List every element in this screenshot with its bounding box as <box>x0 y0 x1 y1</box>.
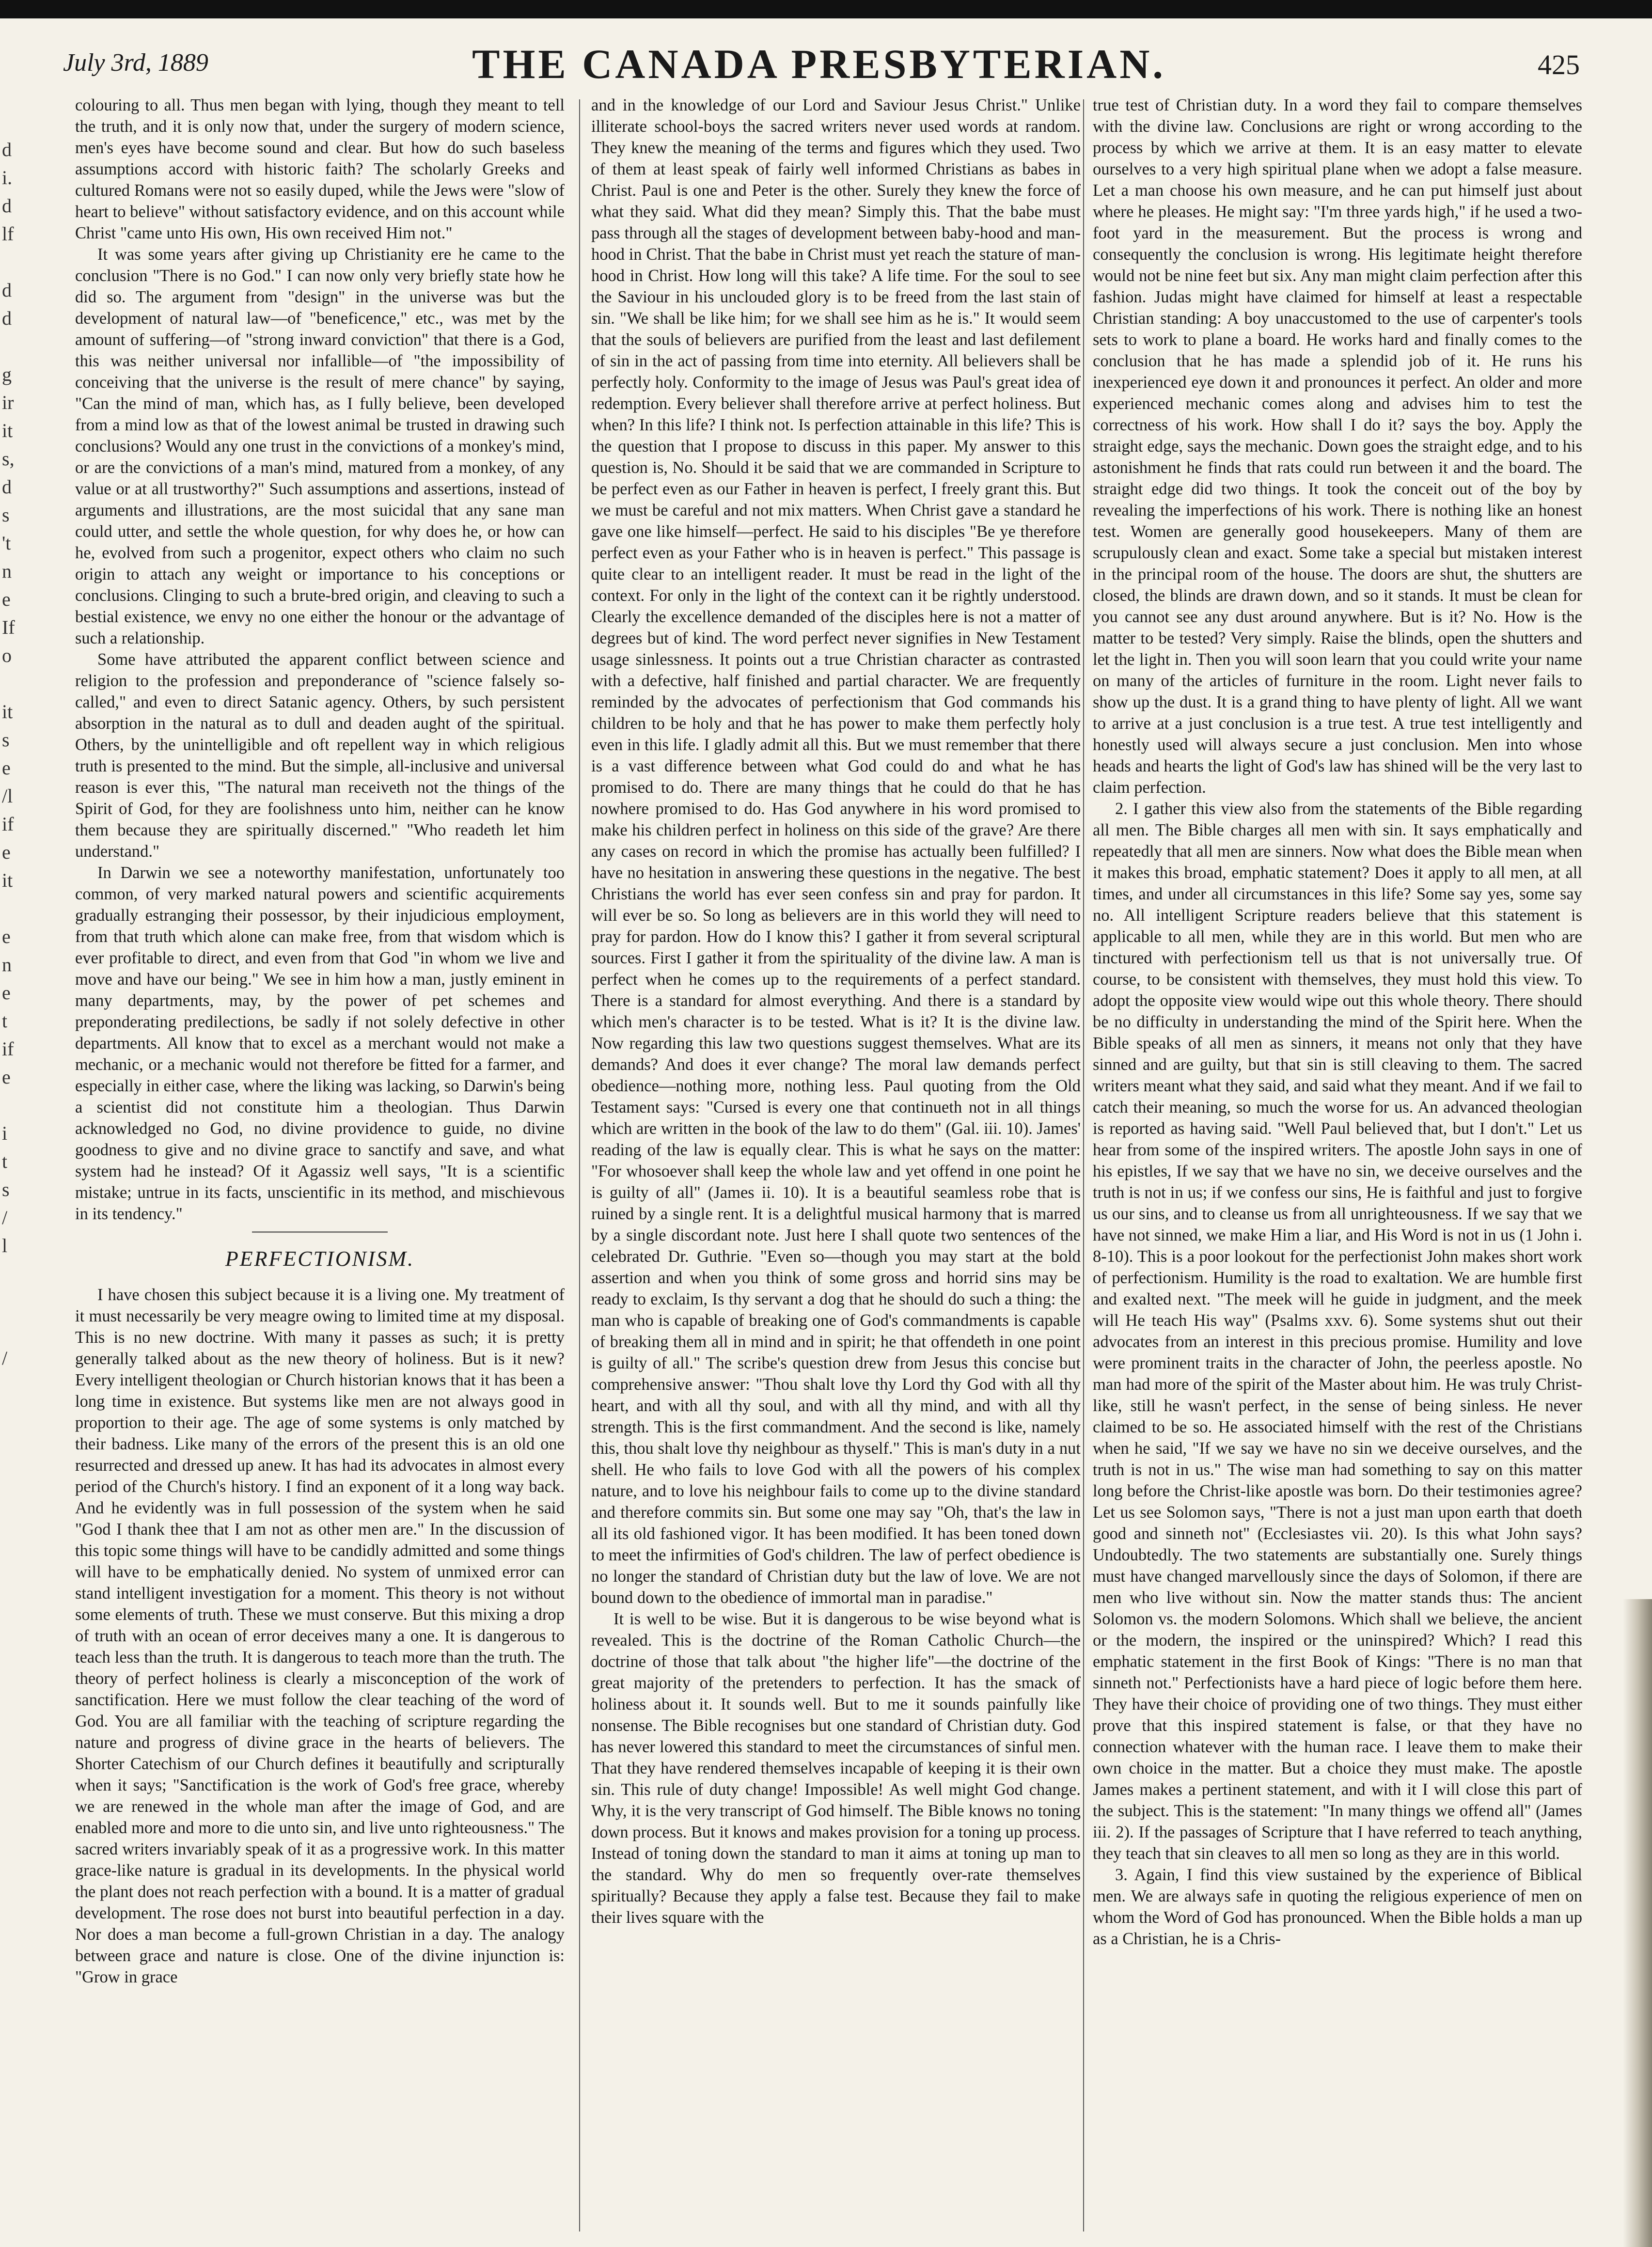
margin-fragment: e <box>2 841 11 863</box>
page-edge-shadow <box>1623 1599 1652 2247</box>
margin-fragment: 't <box>2 532 11 554</box>
margin-fragment <box>2 1260 36 1288</box>
column-rule <box>1083 99 1084 2231</box>
margin-fragment: If <box>2 616 15 638</box>
margin-fragment: s <box>2 729 10 751</box>
section-divider <box>252 1231 388 1235</box>
margin-fragment: if <box>2 1038 14 1060</box>
margin-fragment: ir <box>2 392 14 413</box>
column-3 <box>1093 94 1582 2236</box>
margin-fragment: g <box>2 363 12 385</box>
margin-fragment: s, <box>2 448 15 470</box>
margin-fragment: d <box>2 279 12 301</box>
margin-fragment: e <box>2 588 11 610</box>
paragraph: 2. I gather this view also from the statements of the Bible regarding all men. The Bible charges all men with sin. It says emphatically and repeatedly that all men are sinners. Now what does the Bible mean when it makes this broad, emphatic statement? Does it apply to all men, at all times, and under all circumstances in this life? Some say yes, some say no. All intelligent Scripture readers believe that this statement is applicable to all men, while they are in this world. But men who are tinctured with perfectionism tell us that is not universally true. Of course, to be consistent with themselves, they must hold this view. To adopt the opposite view would wipe out this whole theory. There should be no difficulty in understanding the mind of the Spirit here. When the Bible speaks of all men as sinners, it means not only that they have sinned and are guilty, but that sin is still cleaving to them. The sacred writers meant what they said, and said what they meant. And if we fail to catch their meaning, so much the worse for us. An advanced theologian is reported as having said. "Well Paul believed that, but I don't." Let us hear from some of the inspired writers. The apostle John says in one of his epistles, If we say that we have no sin, we deceive ourselves and the truth is not in us; if we confess our sins, He is faithful and just to forgive us our sins, and to cleanse us from all unrighteousness. If we say that we have not sinned, we make Him a liar, and His Word is not in us (1 John i. 8-10). This is a poor lookout for the perfectionist John makes short work of perfectionism. Humility is the road to exaltation. We are humble first and exalted next. "The meek will he guide in judgment, and the meek will He teach His way" (Psalms xxv. 6). Some systems shut out their advocates from an interest in this precious promise. Humility and love were prominent traits in the character of John, the peerless apostle. No man had more of the spirit of the Master about him. He was truly Christ-like, still he wasn't perfect, in the sense of being sinless. He never claimed to be so. He associated himself with the rest of the Christians when he said, "If we say we have no sin we deceive ourselves, and the truth is not in us." The wise man had something to say on this matter long before the Christ-like apostle was born. Do their testimonies agree? Let us see Solomon says, "There is not a just man upon earth that doeth good and sinneth not" (Ecclesiastes vii. 20). Is this what John says? Undoubtedly. The two statements are substantially one. Surely things must have changed marvellously since the days of Solomon, if there are men who live without sin. Now the matter stands thus: The ancient Solomon vs. the modern Solomons. Which shall we believe, the ancient or the modern, the inspired or the uninspired? Which? I read this emphatic statement in the first Book of Kings: "There is no man that sinneth not." Perfectionists have a hard piece of logic before them here. They have their choice of providing one of two things. They must either prove that this inspired statement is false, or that they have no connection whatever with the human race. I leave them to make their own choice in the matter. But a choice they must make. The apostle James makes a pertinent statement, and with it I will close this part of the subject. This is the statement: "In many things we offend all" (James iii. 2). If the passages of Scripture that I have referred to teach anything, they teach that sin cleaves to all men so long as they are in this world. <box>1093 800 1582 1863</box>
margin-fragment <box>2 1091 36 1119</box>
margin-fragment: it <box>2 420 13 441</box>
paragraph: I have chosen this subject because it is a living one. My treatment of it must necessarily be very meagre owing to limited time at my disposal. This is no new doctrine. With many it passes as such; it is pretty generally talked about as the new theory of holiness. But is it new? Every intelligent theologian or Church historian knows that it has been a long time in existence. But systems like men are not always good in proportion to their age. The age of some systems is only matched by their badness. Like many of the errors of the present this is an old one resurrected and dressed up anew. It has had its advocates in almost every period of the Church's history. I find an exponent of it a long way back. And he evidently was in full possession of the system when he said "God I thank thee that I am not as other men are." In the discussion of this topic some things will have to be candidly admitted and some things will have to be emphatically denied. No system of unmixed error can stand intelligent investigation for a moment. This theory is not without some elements of truth. These we must conserve. But this mixing a drop of truth with an ocean of error deceives many a one. It is dangerous to teach less than the truth. It is dangerous to teach more than the truth. The theory of perfect holiness is clearly a misconception of the work of sanctification. Here we must follow the clear teaching of the word of God. You are all familiar with the teaching of scripture regarding the nature and progress of divine grace in the hearts of believers. The Shorter Catechism of our Church defines it beautifully and scripturally when it says; "Sanctification is the work of God's free grace, whereby we are renewed in the whole man after the image of God, and are enabled more and more to die unto sin, and live unto righteousness." The sacred writers invariably speak of it as a progressive work. In this matter grace-like nature is gradual in its developments. In the physical world the plant does not reach perfection with a bound. It is a matter of gradual development. The rose does not burst into beautiful perfection in a day. Nor does a man become a full-grown Christian in a day. The analogy between grace and nature is close. One of the divine injunction is: "Grow in grace <box>75 1286 565 1986</box>
margin-fragment: / <box>2 1347 8 1369</box>
paragraph: Some have attributed the apparent conflict between science and religion to the profession and preponderance of "science falsely so-called," and even to direct Satanic agency. Others, by such persistent absorption in the natural as to dull and deaden aught of the spiritual. Others, by the unintelligible and oft repellent way in which religious truth is presented to the mind. But the simple, all-inclusive and universal reason is ever this, "The natural man receiveth not the things of the Spirit of God, for they are foolishness unto him, neither can he know them because they are spiritually discerned." "Who readeth let him understand." <box>75 650 565 861</box>
margin-fragment: i. <box>2 167 13 189</box>
paragraph: 3. Again, I find this view sustained by the experience of Biblical men. We are always safe in quoting the religious experience of men on whom the Word of God has pronounced. When the Bible holds a man up as a Christian, he is a Chris- <box>1093 1866 1582 1948</box>
margin-fragment: / <box>2 1207 8 1228</box>
column-1 <box>75 94 565 2236</box>
margin-fragment: s <box>2 504 10 526</box>
margin-fragment: it <box>2 701 13 723</box>
margin-fragment: d <box>2 307 12 329</box>
paragraph: It is well to be wise. But it is dangerous to be wise beyond what is revealed. This is the doctrine of the Roman Catholic Church—the doctrine of those that talk about "the higher life"—the doctrine of the great majority of the pretenders to perfection. It has the smack of holiness about it. It sounds well. But to me it sounds painfully like nonsense. The Bible recognises but one standard of Christian duty. God has never lowered this standard to meet the circumstances of sinful men. That they have rendered themselves incapable of keeping it is their own sin. This rule of duty change! Impossible! As well might God change. Why, it is the very transcript of God himself. The Bible knows no toning down process. But it knows and makes provision for a toning up process. Instead of toning down the standard to man it aims at toning up man to the standard. Why do men so frequently over-rate themselves spiritually? Because they apply a false test. Because they fail to make their lives square with the <box>591 1610 1081 1927</box>
margin-fragment: d <box>2 139 12 160</box>
page-header <box>58 24 1580 87</box>
margin-fragment: e <box>2 926 11 947</box>
margin-fragment: l <box>2 1235 8 1257</box>
margin-fragment <box>2 895 36 923</box>
margin-fragment <box>2 248 36 276</box>
section-heading: PERFECTIONISM. <box>225 1247 415 1271</box>
issue-date: July 3rd, 1889 <box>63 49 208 77</box>
margin-fragment <box>2 1316 36 1344</box>
margin-fragment: t <box>2 1010 8 1032</box>
paragraph: colouring to all. Thus men began with lying, though they meant to tell the truth, and it is only now that, under the surgery of modern science, men's eyes have become sound and clear. But how do such baseless assumptions accord with historic faith? The scholarly Greeks and cultured Romans were not so easily duped, while the Jews were "slow of heart to believe" without satisfactory evidence, and on this account while Christ "came unto His own, His own received Him not." <box>75 96 565 242</box>
margin-fragment: d <box>2 195 12 217</box>
margin-fragment: /l <box>2 785 13 807</box>
margin-fragment: s <box>2 1178 10 1200</box>
margin-fragment <box>2 1288 36 1316</box>
margin-fragment: i <box>2 1122 8 1144</box>
margin-bleed-through <box>2 136 36 1396</box>
margin-fragment <box>2 332 36 361</box>
paragraph: It was some years after giving up Christianity ere he came to the conclusion "There is no God." I can now only very briefly state how he did so. The argument from "design" in the universe was but the development of natural law—of "beneficence," etc., was met by the amount of suffering—of "strong inward conviction" that there is a God, this was neither universal nor infallible—of "the impossibility of conceiving that the universe is the result of mere chance" by saying, "Can the mind of man, which has, as I fully believe, been developed from a mind low as that of the lowest animal be trusted in drawing such conclusions? Would any one trust in the convictions of a monkey's mind, or are the convictions of a man's mind, matured from a monkey, of any value or at all trustworthy?" Such assumptions and assertions, instead of arguments and illustrations, are the most suicidal that any sane man could utter, and settle the whole question, for why does he, or how can he, evolved from such a progenitor, expect others who claim no such origin to attach any weight or importance to his conceptions or conclusions. Clinging to such a brute-bred origin, and cleaving to such a bestial existence, we envy no one either the honour or the advantage of such a relationship. <box>75 245 565 647</box>
paragraph: true test of Christian duty. In a word they fail to compare themselves with the divine law. Conclusions are right or wrong according to the process by which we arrive at them. It is an easy matter to elevate ourselves to a very high spiritual plane when we adopt a false measure. Let a man choose his own measure, and he can put himself just about where he pleases. He might say: "I'm three yards high," if he used a two-foot yard in the measurement. But the process is wrong and consequently the conclusion is wrong. His legitimate height therefore would not be nine feet but six. Any man might claim perfection after this fashion. Judas might have claimed for himself at least a respectable Christian standing: A boy unaccustomed to the use of carpenter's tools sets to work to plane a board. He works hard and finally comes to the conclusion that he has made a splendid job of it. He runs his inexperienced eye down it and pronounces it perfect. An older and more experienced mechanic comes along and advises him to test the correctness of his work. How shall I do it? says the boy. Apply the straight edge, says the mechanic. Down goes the straight edge, and to his astonishment he finds that rats could run between it and the board. The straight edge did two things. It took the conceit out of the boy by revealing the imperfections of his work. There is nothing like an honest test. Women are generally good housekeepers. Many of them are scrupulously clean and exact. Some take a special but mistaken interest in the principal room of the house. The doors are shut, the shutters are closed, the blinds are drawn down, and so it stands. It must be clean for you cannot see any dust around anywhere. But is it? No. How is the matter to be tested? Very simply. Raise the blinds, open the shutters and let the light in. Then you will soon learn that you could write your name on many of the articles of furniture in the room. Light never fails to show up the dust. It is a grand thing to have plenty of light. All we want to arrive at a just conclusion is a true test. A true test intelligently and honestly used will always secure a just conclusion. Men into whose heads and hearts the light of God's law has shined will be the very last to claim perfection. <box>1093 96 1582 797</box>
margin-fragment: it <box>2 869 13 891</box>
top-border <box>0 0 1652 18</box>
margin-fragment: n <box>2 560 12 582</box>
margin-fragment: lf <box>2 223 14 245</box>
column-2 <box>591 94 1081 2236</box>
margin-fragment: e <box>2 982 11 1004</box>
margin-fragment <box>2 670 36 698</box>
paragraph: In Darwin we see a noteworthy manifestation, unfortunately too common, of very marked natural powers and scientific acquirements gradually estranging their possessor, by their injudicious employment, from that truth which alone can make free, from that wisdom which is ever profitable to direct, and even from that God "in whom we live and move and have our being." We see in him how a man, justly eminent in many departments, may, by the power of pet schemes and preponderating predilections, be sadly if not solely defective in other departments. All know that to excel as a merchant would not make a mechanic, or a mechanic would not therefore be fitted for a farmer, and especially in either case, where the liking was lacking, so Darwin's being a scientist did not constitute him a theologian. Thus Darwin acknowledged no God, no divine providence to guide, no divine goodness to give and no divine grace to sanctify and save, and what system had he instead? Of it Agassiz well says, "It is a scientific mistake; untrue in its facts, unscientific in its method, and mischievous in its tendency." <box>75 864 565 1223</box>
margin-fragment: t <box>2 1150 8 1172</box>
paragraph: and in the knowledge of our Lord and Saviour Jesus Christ." Unlike illiterate school-boys the sacred writers never used words at random. They knew the meaning of the terms and figures which they used. Two of them at least speak of fairly well informed Christians as babes in Christ. Paul is one and Peter is the other. Surely they knew the force of what they said. What did they mean? Simply this. That the babe must pass through all the stages of development between baby-hood and man-hood in Christ. That the babe in Christ must yet reach the stature of man-hood in Christ. How long will this take? A life time. For the soul to see the Saviour in his unclouded glory is to be freed from the last stain of sin. "We shall be like him; for we shall see him as he is." It would seem that the souls of believers are purified from the least and last defilement of sin in the act of passing from time into eternity. All believers shall be perfectly holy. Conformity to the image of Jesus was Paul's great idea of redemption. Every believer shall therefore arrive at perfect holiness. But when? In this life? I think not. Is perfection attainable in this life? This is the question that I propose to discuss in this paper. My answer to this question is, No. Should it be said that we are commanded in Scripture to be perfect even as our Father in heaven is perfect, I freely grant this. But we must be careful and not mix matters. When Christ gave a standard he gave one like himself—perfect. He said to his disciples "Be ye therefore perfect even as your Father who is in heaven is perfect." This passage is quite clear to an intelligent reader. It must be read in the light of the context. For only in the light of the context can it be rightly understood. Clearly the excellence demanded of the disciples here is not a matter of degrees but of kind. The word perfect never signifies in New Testament usage sinlessness. It points out a true Christian character as contrasted with a defective, half finished and partial character. We are frequently reminded by the advocates of perfectionism that God commands his children to be holy and that he has power to make them perfectly holy even in this life. I gladly admit all this. But we must remember that there is a vast difference between what God could do and what he has promised to do. There are many things that he could do that he has nowhere promised to do. Has God anywhere in his word promised to make his children perfect in holiness on this side of the grave? Are there any cases on record in which the promise has actually been fulfilled? I have no hesitation in answering these questions in the negative. The best Christians the world has ever seen confess sin and pray for pardon. It will ever be so. So long as believers are in this world they will need to pray for pardon. How do I know this? I gather it from several scriptural sources. First I gather it from the spirituality of the divine law. A man is perfect when he comes up to the requirements of a perfect standard. There is a standard for almost everything. And there is a standard by which men's character is to be tested. What is it? It is the divine law. Now regarding this law two questions suggest themselves. What are its demands? And does it ever change? The moral law demands perfect obedience—nothing more, nothing less. Paul quoting from the Old Testament says: "Cursed is every one that continueth not in all things which are written in the book of the law to do them" (Gal. iii. 10). James' reading of the law is equally clear. This is what he says on the matter: "For whosoever shall keep the whole law and yet offend in one point he is guilty of all" (James ii. 10). It is a beautiful seamless robe that is ruined by a single rent. It is a delightful musical harmony that is marred by a single discordant note. Just here I shall quote two sentences of the celebrated Dr. Guthrie. "Even so—though you may start at the bold assertion and when you think of some gross and horrid sins may be ready to exclaim, Is thy servant a dog that he should do such a thing: the man who is capable of breaking one of God's commandments is capable of breaking them all in mind and in spirit; he that offendeth in one point is guilty of all." The scribe's question drew from Jesus this concise but comprehensive answer: "Thou shalt love thy Lord thy God with all thy heart, and with all thy soul, and with all thy mind, and with all thy strength. This is the first commandment. And the second is like, namely this, thou shalt love thy neighbour as thyself." This is man's duty in a nut shell. He who fails to love God with all the powers of his complex nature, and to love his neighbour fails to come up to the divine standard and therefore commits sin. But some one may say "Oh, that's the law in all its old fashioned vigor. It has been modified. It has been toned down to meet the infirmities of God's children. The law of perfect obedience is no longer the standard of Christian duty but the law of love. We are not bound down to the obedience of immortal man in paradise." <box>591 96 1081 1607</box>
margin-fragment: e <box>2 757 11 779</box>
margin-fragment: d <box>2 476 12 498</box>
column-rule <box>579 99 580 2231</box>
margin-fragment: if <box>2 813 14 835</box>
page-number: 425 <box>1538 49 1580 80</box>
margin-fragment: o <box>2 644 12 666</box>
margin-fragment: e <box>2 1066 11 1088</box>
newspaper-title: THE CANADA PRESBYTERIAN. <box>472 41 1166 87</box>
margin-fragment: n <box>2 954 12 975</box>
